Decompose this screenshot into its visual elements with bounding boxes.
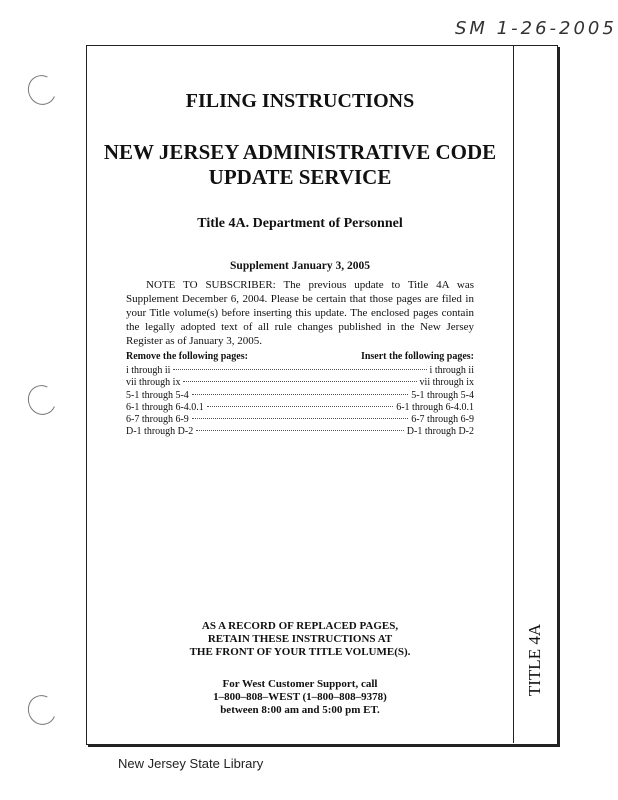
remove-pages: 5-1 through 5-4: [126, 389, 189, 401]
table-row: [126, 365, 474, 377]
remove-pages: 6-7 through 6-9: [126, 414, 189, 426]
dot-leader: [173, 369, 426, 370]
title-department: Title 4A. Department of Personnel: [197, 216, 403, 231]
dot-leader: [192, 394, 408, 395]
dot-leader: [207, 406, 393, 407]
table-row: [126, 414, 474, 426]
dot-leader: [183, 381, 416, 382]
insert-header: Insert the following pages:: [360, 351, 474, 362]
code-heading-line2: UPDATE SERVICE: [208, 165, 392, 189]
support-hours: between 8:00 am and 5:00 pm ET.: [220, 704, 380, 716]
dot-leader: [192, 418, 408, 419]
handwritten-date-note: SM 1-26-2005: [455, 18, 617, 39]
side-tab: [518, 600, 552, 720]
remove-pages: i through ii: [126, 365, 171, 376]
customer-support-info: [86, 678, 514, 717]
remove-pages: 6-1 through 6-4.0.1: [126, 401, 204, 413]
code-heading: [86, 140, 514, 190]
remove-pages: vii through ix: [126, 377, 181, 389]
insert-pages: i through ii: [429, 365, 474, 376]
insert-pages: 5-1 through 5-4: [411, 389, 474, 401]
punch-hole-top: [24, 71, 61, 109]
insert-pages: D-1 through D-2: [406, 426, 474, 438]
record-line: THE FRONT OF YOUR TITLE VOLUME(S).: [189, 646, 411, 658]
support-line: For West Customer Support, call: [222, 678, 378, 690]
remove-pages: D-1 through D-2: [126, 426, 194, 438]
tab-label-text: TITLE 4A: [525, 623, 544, 697]
table-row: [126, 377, 474, 389]
library-stamp: New Jersey State Library: [118, 756, 264, 771]
note-to-subscriber: NOTE TO SUBSCRIBER: The previous update to Title 4A was Supplement December 6, 2004. Please be certain that those pages are filed in your Title volume(s) before inserting this update. The enclosed pages contain the legally adopted text of all rule changes published in the New Jersey Register as of January 3, 2005.: [126, 279, 474, 347]
record-line: AS A RECORD OF REPLACED PAGES,: [201, 620, 399, 632]
remove-header: Remove the following pages:: [126, 351, 248, 362]
support-phone: 1–800–808–WEST (1–800–808–9378): [213, 691, 387, 703]
insert-pages: vii through ix: [419, 377, 474, 389]
record-instructions: [86, 620, 514, 659]
record-line: RETAIN THESE INSTRUCTIONS AT: [207, 633, 393, 645]
table-row: [126, 390, 474, 402]
punch-hole-middle: [24, 381, 61, 419]
table-header: [126, 351, 474, 362]
table-row: [126, 426, 474, 438]
insert-pages: 6-7 through 6-9: [411, 414, 474, 426]
dot-leader: [196, 430, 404, 431]
punch-hole-bottom: [24, 691, 61, 729]
code-heading-line1: NEW JERSEY ADMINISTRATIVE CODE: [103, 140, 497, 164]
supplement-date: Supplement January 3, 2005: [230, 260, 370, 272]
page-replacement-table: [126, 351, 474, 439]
insert-pages: 6-1 through 6-4.0.1: [396, 401, 474, 413]
page-title: FILING INSTRUCTIONS: [185, 90, 415, 112]
table-row: [126, 402, 474, 414]
